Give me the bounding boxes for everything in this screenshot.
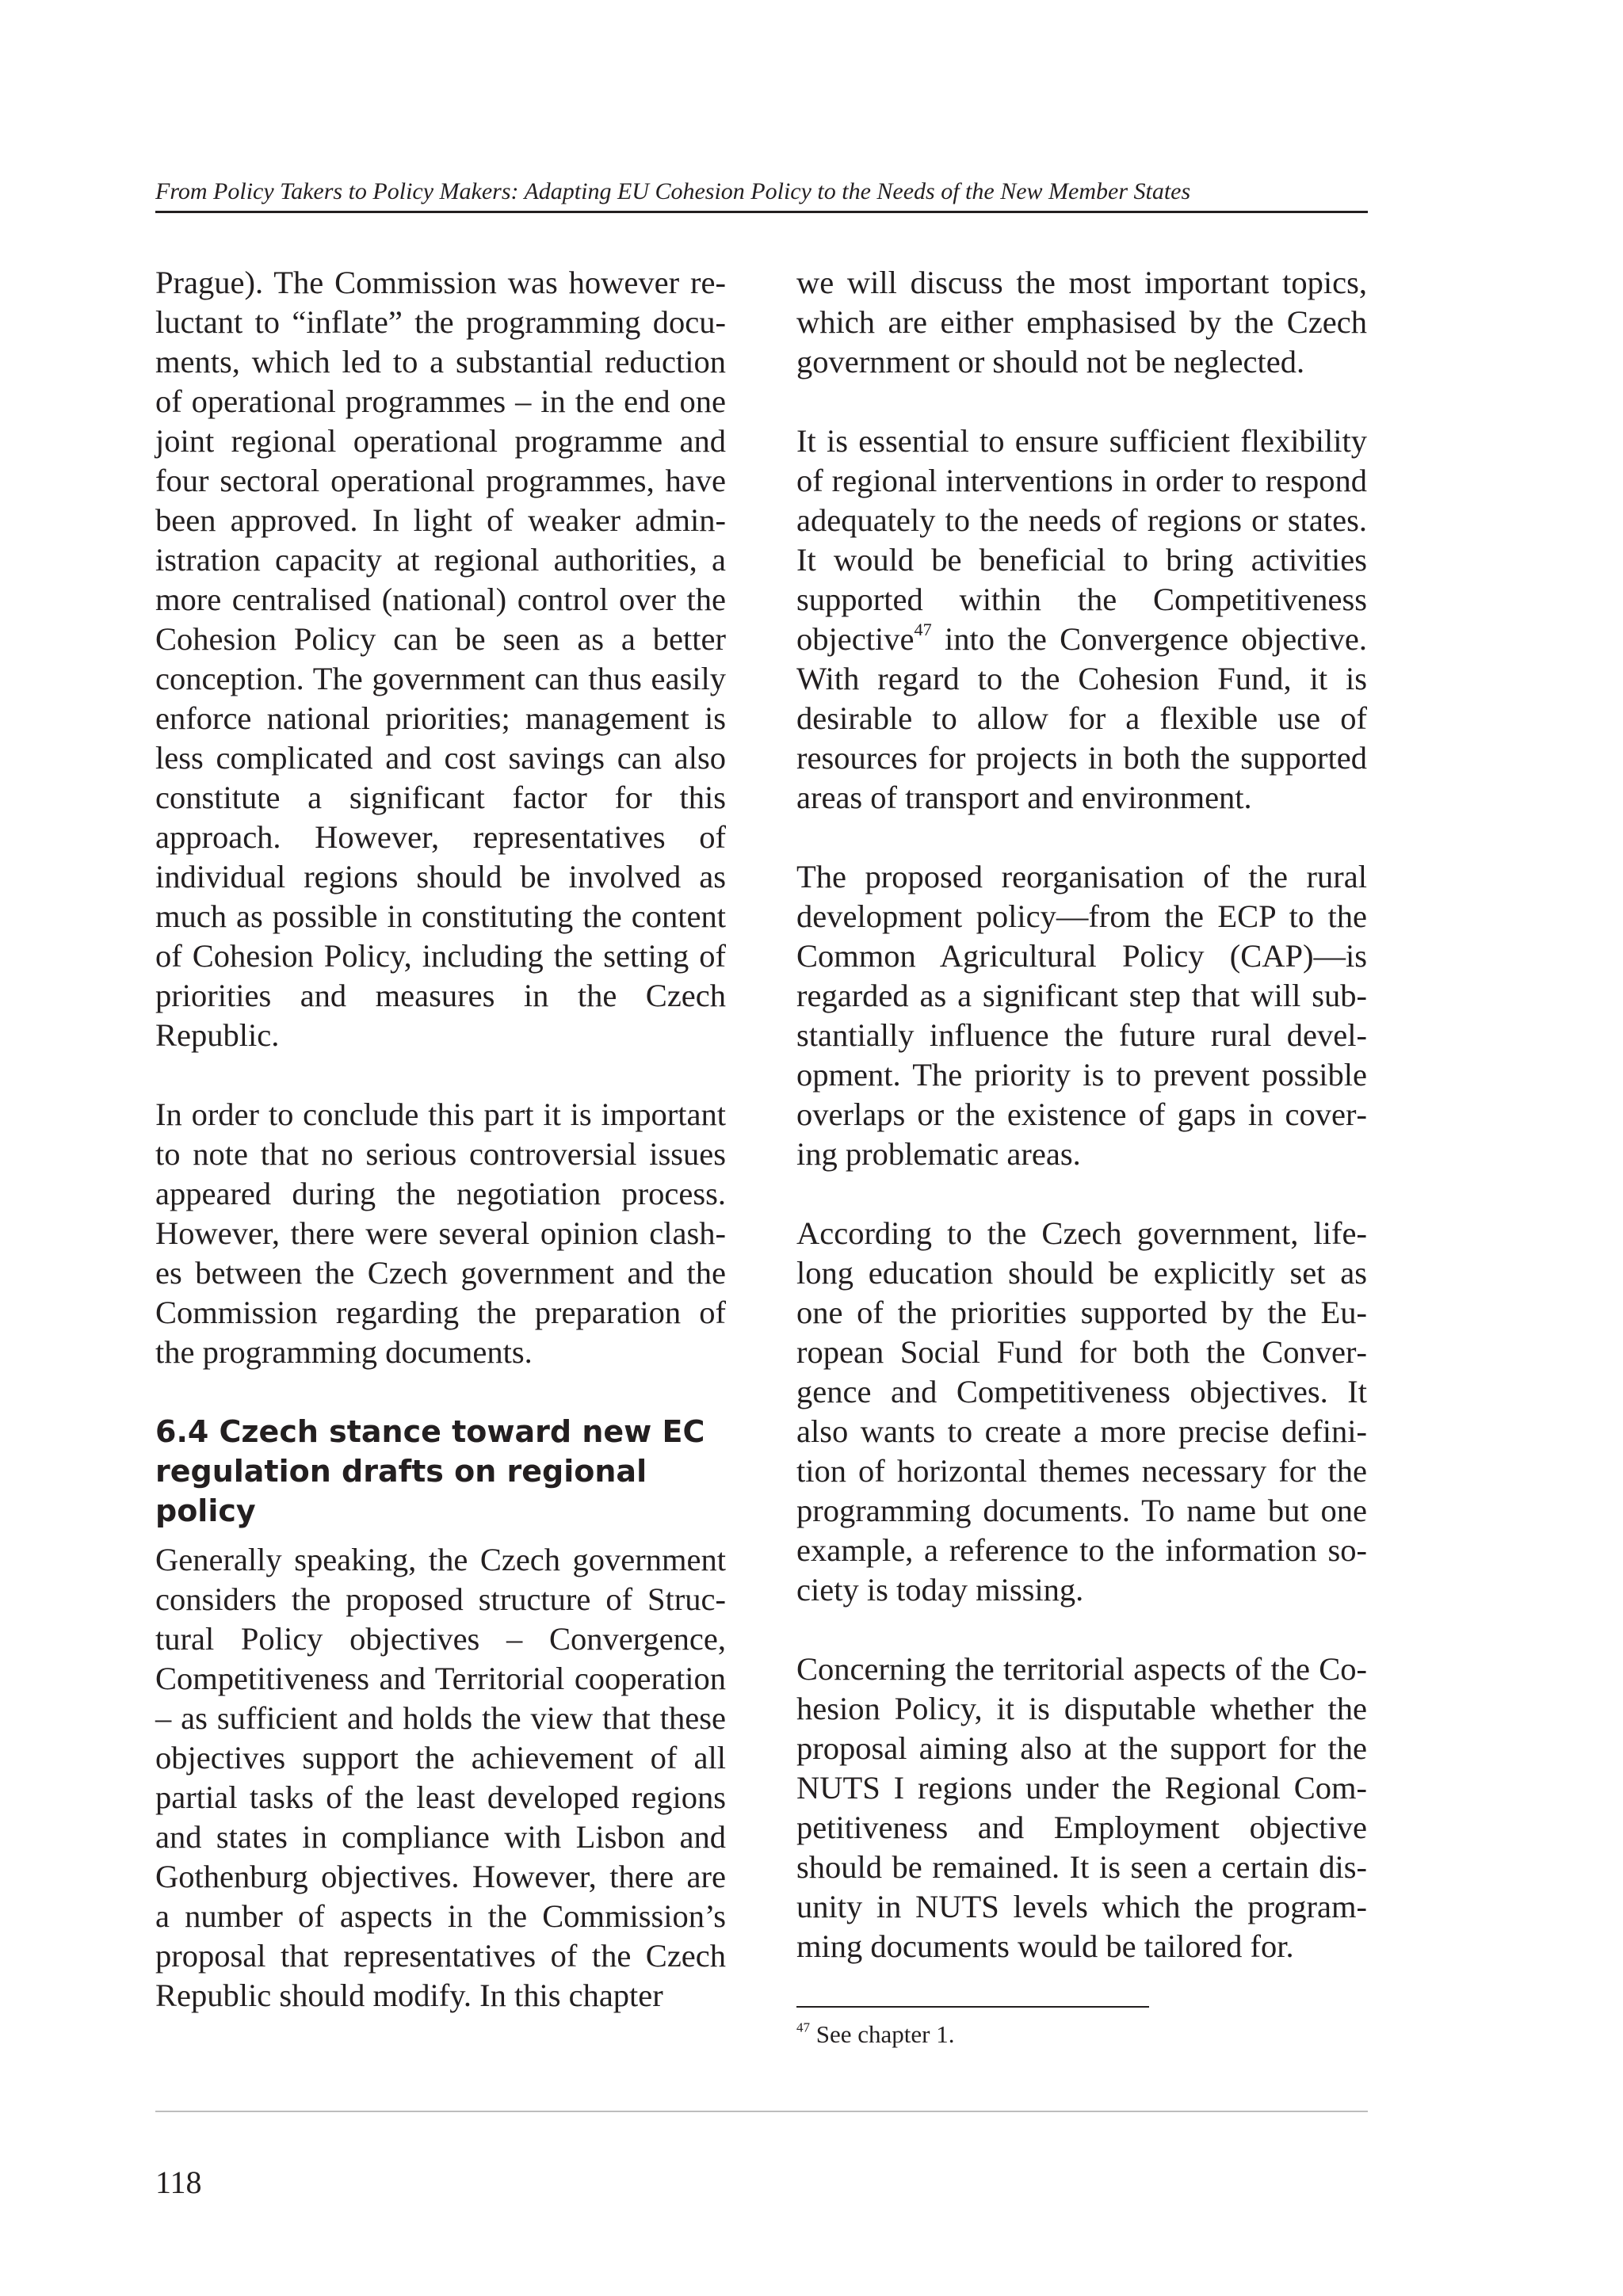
- left-paragraph-1: Prague). The Commission was however reluctant to “inflate” the programming documents, which led to a substantial reduction of operational programmes – in the end one joint regional operational programme and four sectoral operational programmes, have been approved. In light of weaker administration capacity at regional authorities, a more centralised (national) control over the Cohesion Policy can be seen as a better conception. The government can thus easily enforce national priorities; management is less complicated and cost savings can also constitute a significant factor for this approach. However, representatives of individual regions should be involved as much as possible in constituting the content of Cohesion Policy, including the setting of priorities and measures in the Czech Republic.: [155, 265, 726, 1053]
- right-column: [796, 263, 1367, 1966]
- right-paragraph-3: The proposed reorganisation of the rural development policy—from the ECP to the Common Agricultural Policy (CAP)—is regarded as a significant step that will substantially influence the future rural development. The priority is to prevent possible overlaps or the existence of gaps in covering problematic areas.: [796, 859, 1367, 1172]
- footnote-text: See chapter 1.: [810, 2020, 955, 2048]
- footer-rule: [155, 2111, 1368, 2112]
- left-paragraph-2: In order to conclude this part it is important to note that no serious controversial issues appeared during the negotiation process. However, there were several opinion clashes between the Czech government and the Commission regarding the preparation of the programming documents.: [155, 1097, 726, 1370]
- right-paragraph-5: Concerning the territorial aspects of the Cohesion Policy, it is disputable whether the proposal aiming also at the support for the NUTS I regions under the Regional Competitiveness and Employment objective should be remained. It is seen a certain disunity in NUTS levels which the programming documents would be tailored for.: [796, 1651, 1367, 1964]
- section-heading: 6.4 Czech stance toward new EC regulation drafts on regional policy: [155, 1414, 705, 1528]
- left-column: [155, 263, 726, 2016]
- right-paragraph-2-text-a: It is essential to ensure sufficient flexibility of regional interventions in order to respond adequately to the needs of regions or states. It would be beneficial to bring activities supported within the Competitiveness objective: [796, 423, 1367, 657]
- running-header: From Policy Takers to Policy Makers: Adapting EU Cohesion Policy to the Needs of the New Member States: [155, 178, 1191, 204]
- right-paragraph-2-text-b: into the Convergence objective. With regard to the Cohesion Fund, it is desirable to allow for a flexible use of resources for projects in both the supported areas of transport and environment.: [796, 621, 1367, 815]
- footnote-number: 47: [796, 2019, 811, 2035]
- header-rule: [155, 211, 1368, 213]
- right-paragraph-4: According to the Czech government, lifelong education should be explicitly set as one of the priorities supported by the European Social Fund for both the Convergence and Competitiveness objectives. It also wants to create a more precise definition of horizontal themes necessary for the programming documents. To name but one example, a reference to the information society is today missing.: [796, 1215, 1367, 1608]
- left-paragraph-3: Generally speaking, the Czech government considers the proposed structure of Structural Policy objectives – Convergence, Competitiveness and Territorial cooperation – as sufficient and holds the view that these objectives support the achievement of all partial tasks of the least developed regions and states in compliance with Lisbon and Gothenburg objectives. However, there are a number of aspects in the Commission’s proposal that representatives of the Czech Republic should modify. In this chapter: [155, 1542, 726, 2013]
- right-paragraph-2: [796, 421, 1367, 818]
- footnote: [796, 2019, 955, 2050]
- right-paragraph-1: we will discuss the most important topics, which are either emphasised by the Czech government or should not be neglected.: [796, 265, 1367, 379]
- page-number: 118: [155, 2164, 202, 2200]
- footnote-rule: [796, 2006, 1149, 2008]
- footnote-reference: 47: [914, 620, 932, 640]
